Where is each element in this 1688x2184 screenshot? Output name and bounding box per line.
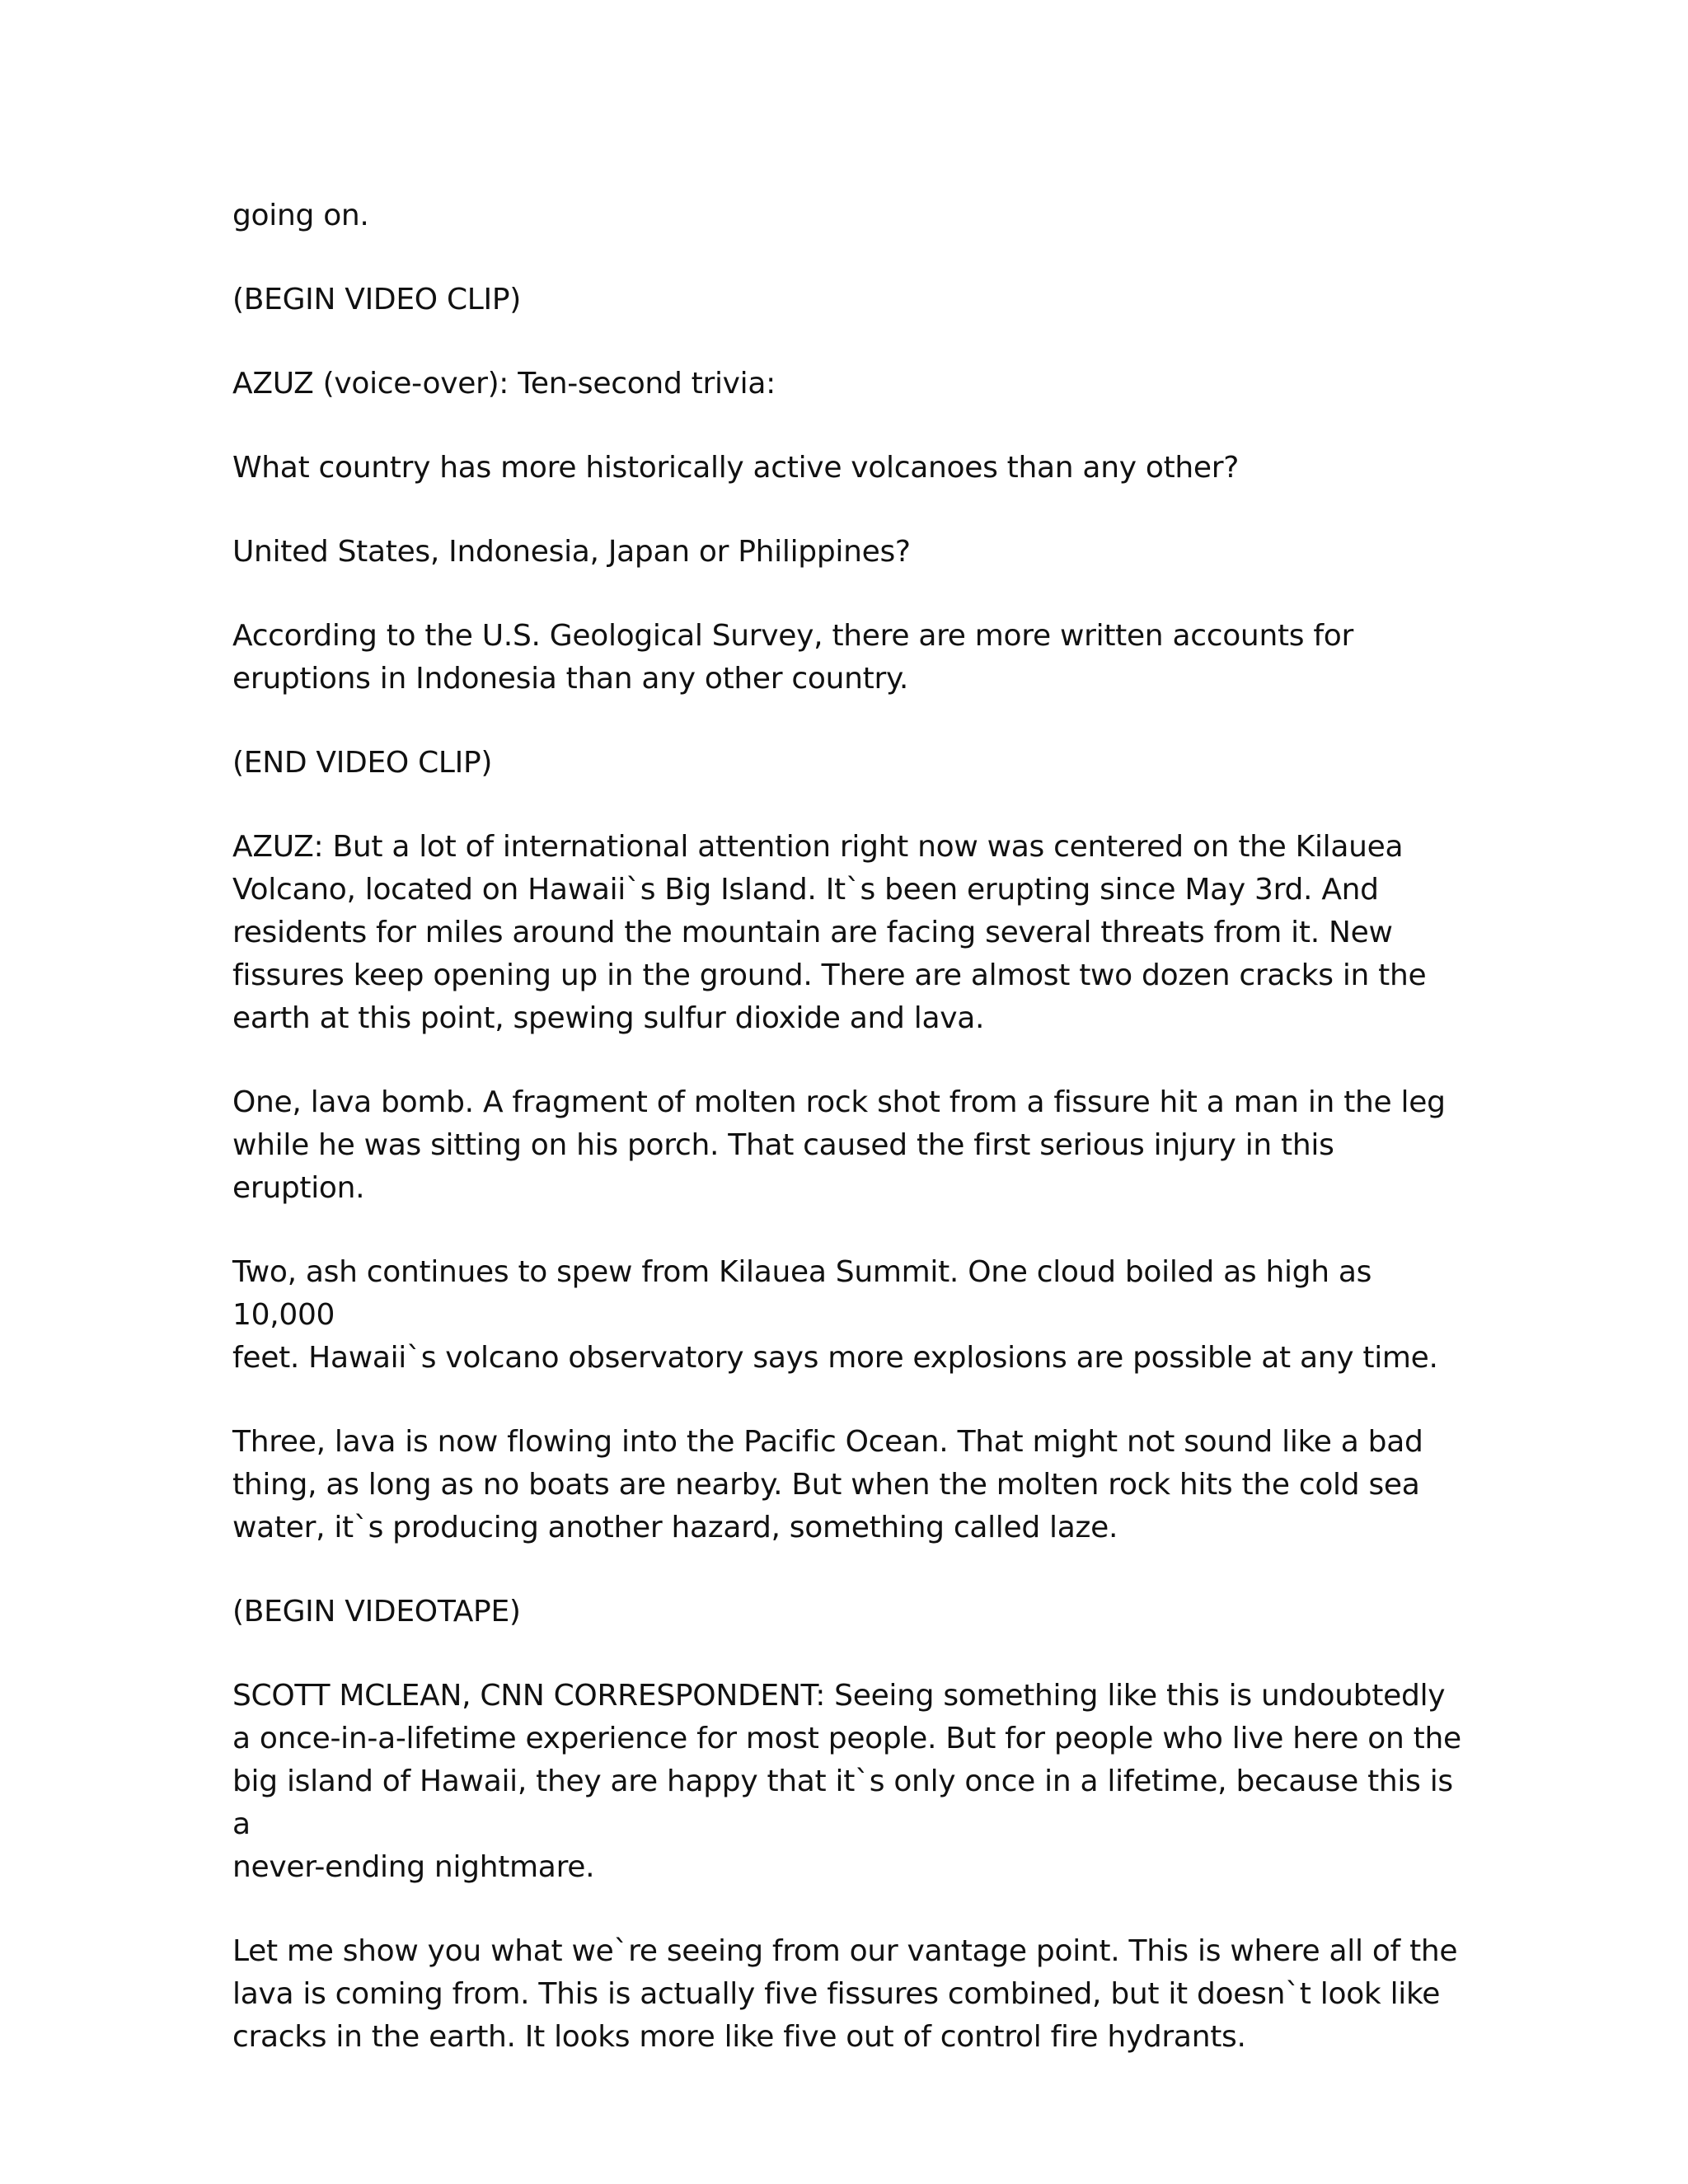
- paragraph-ash: Two, ash continues to spew from Kilauea Summit. One cloud boiled as high as 10,000 feet. Hawaii`s volcano observatory says more explosions are possible at any time.: [232, 1255, 1438, 1375]
- paragraph-lava-bomb: One, lava bomb. A fragment of molten rock shot from a fissure hit a man in the leg while he was sitting on his porch. That caused the first serious injury in this eruption.: [232, 1085, 1446, 1205]
- paragraph-end-video-clip: (END VIDEO CLIP): [232, 746, 493, 780]
- paragraph-trivia-options: United States, Indonesia, Japan or Philippines?: [232, 535, 911, 569]
- paragraph-begin-video-clip: (BEGIN VIDEO CLIP): [232, 283, 522, 316]
- paragraph-continuation: going on.: [232, 199, 369, 232]
- paragraph-begin-videotape: (BEGIN VIDEOTAPE): [232, 1595, 521, 1629]
- paragraph-kilauea-intro: AZUZ: But a lot of international attention right now was centered on the Kilauea Volcano, located on Hawaii`s Big Island. It`s been erupting since May 3rd. And residents for miles around the mountain are facing several threats from it. New fissures keep opening up in the ground. There are almost two dozen cracks in the earth at this point, spewing sulfur dioxide and lava.: [232, 830, 1427, 1035]
- paragraph-trivia-question: What country has more historically active volcanoes than any other?: [232, 451, 1240, 485]
- paragraph-trivia-answer: According to the U.S. Geological Survey, there are more written accounts for eruptions in Indonesia than any other country.: [232, 619, 1353, 696]
- paragraph-trivia-intro: AZUZ (voice-over): Ten-second trivia:: [232, 367, 776, 401]
- paragraph-correspondent: SCOTT MCLEAN, CNN CORRESPONDENT: Seeing something like this is undoubtedly a once-in-a-lifetime experience for most people. But for people who live here on the big island of Hawaii, they are happy that it`s only once in a lifetime, because this is a never-ending nightmare.: [232, 1679, 1461, 1884]
- paragraph-laze: Three, lava is now flowing into the Pacific Ocean. That might not sound like a bad thing, as long as no boats are nearby. But when the molten rock hits the cold sea water, it`s producing another hazard, something called laze.: [232, 1425, 1423, 1544]
- paragraph-vantage-point: Let me show you what we`re seeing from our vantage point. This is where all of the lava is coming from. This is actually five fissures combined, but it doesn`t look like cracks in the earth. It looks more like five out of control fire hydrants.: [232, 1934, 1458, 2054]
- transcript-body: [232, 194, 1469, 2100]
